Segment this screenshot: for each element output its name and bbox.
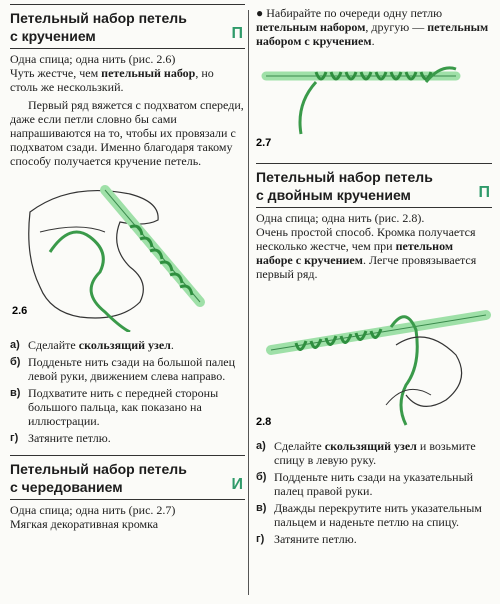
- figure-label: 2.7: [256, 137, 272, 149]
- step-item: г) Затяните петлю.: [256, 532, 357, 546]
- title-line: Петельный набор петель: [10, 10, 187, 26]
- steps-list: [256, 439, 492, 546]
- intro-line: Одна спица; одна нить (рис. 2.7): [10, 503, 176, 517]
- figure-label: 2.6: [12, 305, 28, 317]
- illustration-2-7: [256, 54, 492, 149]
- step-item: б) Подденьте нить сзади на указательный палец правой руки.: [256, 470, 474, 498]
- section-rule: [10, 4, 245, 5]
- title-line: Петельный набор петель: [256, 169, 433, 185]
- section-rule: [10, 455, 245, 456]
- intro-line: Одна спица; одна нить (рис. 2.8).: [256, 211, 425, 225]
- body-paragraph: Очень простой способ. Кромка получается несколько жестче, чем при петельном наборе с кручением. Легче провязывается первый ряд.: [256, 225, 477, 281]
- column-divider: [248, 10, 249, 595]
- section-title-alternating: [10, 460, 245, 496]
- step-item: г) Затяните петлю.: [10, 431, 111, 445]
- steps-list: [10, 338, 245, 445]
- step-item: а) Сделайте скользящий узел.: [10, 338, 174, 352]
- title-line: с чередованием: [10, 479, 123, 495]
- section-rule: [256, 207, 492, 208]
- illustration-2-6: [10, 172, 245, 332]
- intro-line: Чуть жестче, чем петельный набор, но: [10, 66, 214, 80]
- section-rule: [10, 48, 245, 49]
- step-item: в) Дважды перекрутите нить указательным пальцем и наденьте петлю на спицу.: [256, 501, 482, 529]
- intro-text: [10, 52, 245, 168]
- difficulty-badge: П: [478, 184, 490, 201]
- intro-line: столь же нескользкий.: [10, 80, 124, 94]
- difficulty-badge: П: [231, 25, 243, 42]
- alternating-instruction: ● Набирайте по очереди одну петлю петельным набором, другую — петельным набором с кручением.: [256, 6, 489, 48]
- bullet-icon: ●: [256, 6, 264, 20]
- left-column: [10, 0, 245, 531]
- intro-line: Мягкая декоративная кромка: [10, 517, 159, 531]
- title-line: с двойным кручением: [256, 187, 411, 203]
- body-paragraph: Первый ряд вяжется с подхватом спереди, даже если петли словно бы сами напрашиваются на то, чтобы их провязали с подхватом сзади. Именно благодаря такому способу получается кручение петель.: [10, 98, 244, 168]
- section-rule: [256, 163, 492, 164]
- title-line: с кручением: [10, 28, 96, 44]
- title-line: Петельный набор петель: [10, 461, 187, 477]
- section-title-twisted: [10, 9, 245, 45]
- illustration-2-8: [256, 285, 492, 435]
- section-title-double-twist: [256, 168, 492, 204]
- step-item: в) Подхватите нить с передней стороны большого пальца, как показано на иллюстрации.: [10, 386, 219, 428]
- intro-text: [10, 503, 245, 531]
- step-item: б) Подденьте нить сзади на большой палец левой руки, движением слева направо.: [10, 355, 236, 383]
- difficulty-badge: И: [231, 476, 243, 493]
- intro-line: Одна спица; одна нить (рис. 2.6): [10, 52, 176, 66]
- section-rule: [10, 499, 245, 500]
- step-item: а) Сделайте скользящий узел и возьмите спицу в левую руку.: [256, 439, 476, 467]
- right-column: [256, 0, 492, 549]
- intro-text: [256, 211, 492, 281]
- figure-label: 2.8: [256, 416, 272, 428]
